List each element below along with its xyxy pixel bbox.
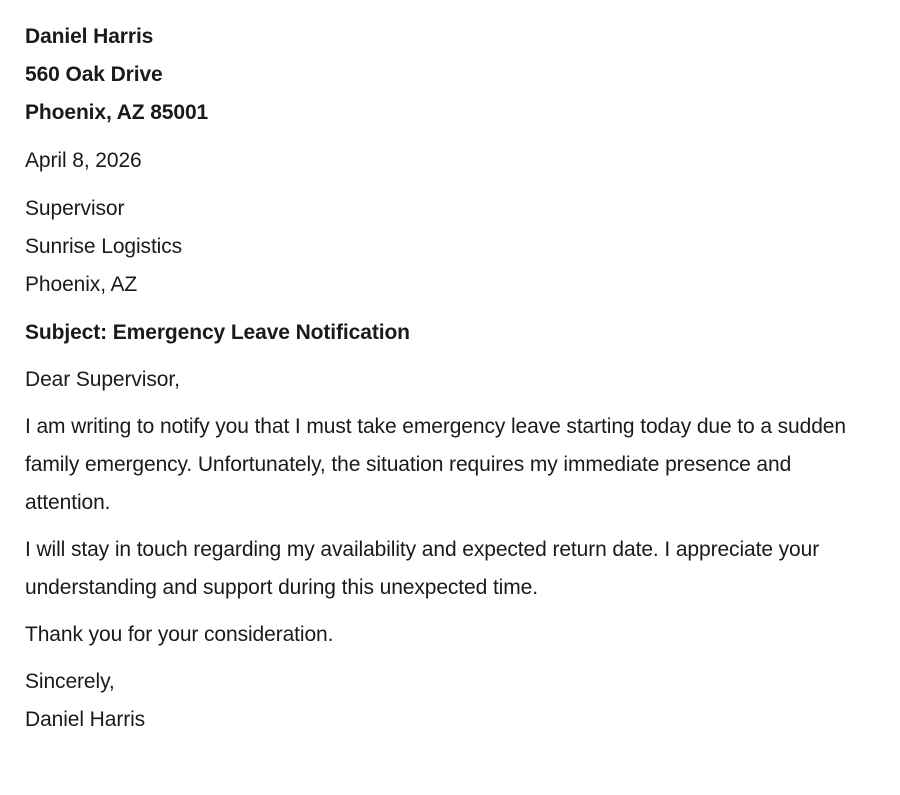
body-paragraph-3: Thank you for your consideration. [25, 623, 334, 646]
letter-date: April 8, 2026 [25, 149, 142, 172]
closing-block [25, 663, 870, 739]
signature-name: Daniel Harris [25, 708, 146, 731]
recipient-city-state: Phoenix, AZ [25, 273, 138, 296]
recipient-company: Sunrise Logistics [25, 235, 183, 258]
salutation-block [25, 361, 870, 399]
sender-city-state-zip: Phoenix, AZ 85001 [25, 101, 209, 124]
valediction: Sincerely, [25, 670, 115, 693]
sender-address-block [25, 18, 870, 132]
recipient-title: Supervisor [25, 197, 125, 220]
date-block [25, 142, 870, 180]
body-paragraph-2: I will stay in touch regarding my availability and expected return date. I appreciate your understanding and support during this unexpected time. [25, 538, 820, 599]
subject-line: Subject: Emergency Leave Notification [25, 321, 410, 344]
body-paragraph-1: I am writing to notify you that I must take emergency leave starting today due to a sudden family emergency. Unfortunately, the situation requires my immediate presence and attention. [25, 415, 846, 514]
subject-block [25, 314, 870, 352]
sender-name: Daniel Harris [25, 25, 154, 48]
salutation: Dear Supervisor, [25, 368, 180, 391]
sender-street: 560 Oak Drive [25, 63, 163, 86]
recipient-address-block [25, 190, 870, 304]
